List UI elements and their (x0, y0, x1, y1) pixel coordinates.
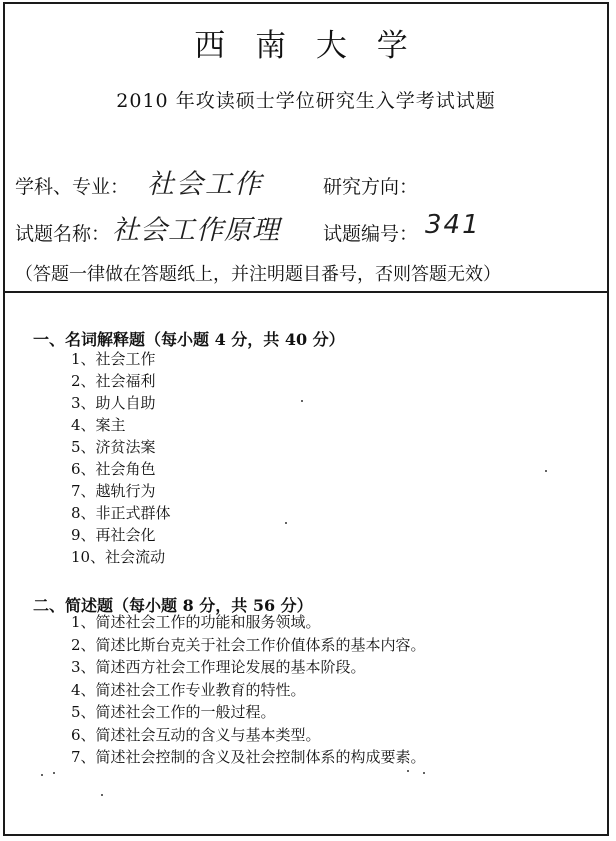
scan-speck (301, 400, 303, 402)
exam-title: 2010 年攻读硕士学位研究生入学考试试题 (116, 90, 496, 112)
question-item (71, 702, 276, 722)
university-name: 西 南 大 学 (194, 28, 418, 64)
question-item (71, 547, 165, 567)
subject-value-handwritten: 社会工作 (147, 169, 263, 200)
question-number: 7、 (71, 482, 96, 500)
question-number: 5、 (71, 703, 96, 721)
paper-name-value-handwritten: 社会工作原理 (112, 215, 280, 246)
paper-code-label: 试题编号： (323, 223, 419, 245)
question-text: 简述西方社会工作理论发展的基本阶段。 (95, 658, 366, 676)
question-text: 社会福利 (95, 372, 156, 390)
question-number: 9、 (71, 526, 96, 544)
question-number: 2、 (71, 372, 96, 390)
scan-speck (41, 774, 43, 776)
exam-page (3, 2, 609, 836)
question-item (71, 680, 306, 700)
question-text: 简述社会工作的一般过程。 (95, 703, 276, 721)
question-number: 10、 (71, 548, 106, 566)
paper-name-label: 试题名称： (15, 223, 111, 245)
question-number: 5、 (71, 438, 96, 456)
question-text: 助人自助 (95, 394, 156, 412)
question-text: 社会工作 (95, 350, 156, 368)
section-1-heading: 一、名词解释题（每小题 4 分，共 40 分） (33, 330, 345, 349)
question-item (71, 437, 156, 457)
question-number: 6、 (71, 725, 96, 744)
question-text: 简述社会控制的含义及社会控制体系的构成要素。 (95, 748, 426, 766)
question-item (71, 725, 321, 745)
question-item (71, 635, 426, 655)
question-item (71, 393, 156, 413)
question-text: 简述社会工作专业教育的特性。 (95, 680, 306, 699)
question-text: 简述比斯台克关于社会工作价值体系的基本内容。 (95, 635, 426, 654)
question-number: 8、 (71, 504, 96, 522)
question-number: 1、 (71, 350, 96, 368)
question-item (71, 415, 126, 435)
question-item (71, 612, 321, 632)
question-number: 1、 (71, 613, 96, 631)
scan-speck (423, 772, 425, 774)
scan-speck (101, 794, 103, 796)
question-item (71, 349, 156, 369)
question-text: 社会流动 (105, 548, 166, 566)
question-item (71, 747, 426, 767)
question-number: 3、 (71, 658, 96, 676)
question-number: 4、 (71, 416, 96, 434)
direction-label: 研究方向： (323, 176, 419, 198)
question-text: 案主 (95, 416, 126, 434)
scan-speck (545, 470, 547, 472)
question-number: 7、 (71, 748, 96, 766)
question-text: 简述社会工作的功能和服务领域。 (95, 613, 321, 631)
paper-code-value-handwritten: 341 (425, 210, 481, 240)
question-item (71, 503, 171, 523)
question-item (71, 481, 156, 501)
question-text: 非正式群体 (95, 504, 171, 522)
question-item (71, 371, 156, 391)
question-number: 4、 (71, 680, 96, 699)
question-text: 济贫法案 (95, 438, 156, 456)
subject-label: 学科、专业： (15, 176, 130, 198)
question-number: 2、 (71, 635, 96, 654)
question-item (71, 525, 156, 545)
question-text: 社会角色 (95, 460, 156, 478)
exam-header (5, 4, 607, 293)
scan-speck (285, 522, 287, 524)
question-number: 6、 (71, 460, 96, 478)
question-number: 3、 (71, 394, 96, 412)
header-divider (5, 291, 607, 293)
section-2-heading: 二、简述题（每小题 8 分，共 56 分） (33, 596, 313, 615)
scan-speck (53, 772, 55, 774)
question-item (71, 657, 366, 677)
scan-speck (407, 770, 409, 772)
question-item (71, 459, 156, 479)
question-text: 越轨行为 (95, 482, 156, 500)
answer-notice: （答题一律做在答题纸上，并注明题目番号，否则答题无效） (15, 264, 501, 285)
question-text: 简述社会互动的含义与基本类型。 (95, 725, 321, 744)
question-text: 再社会化 (95, 526, 156, 544)
